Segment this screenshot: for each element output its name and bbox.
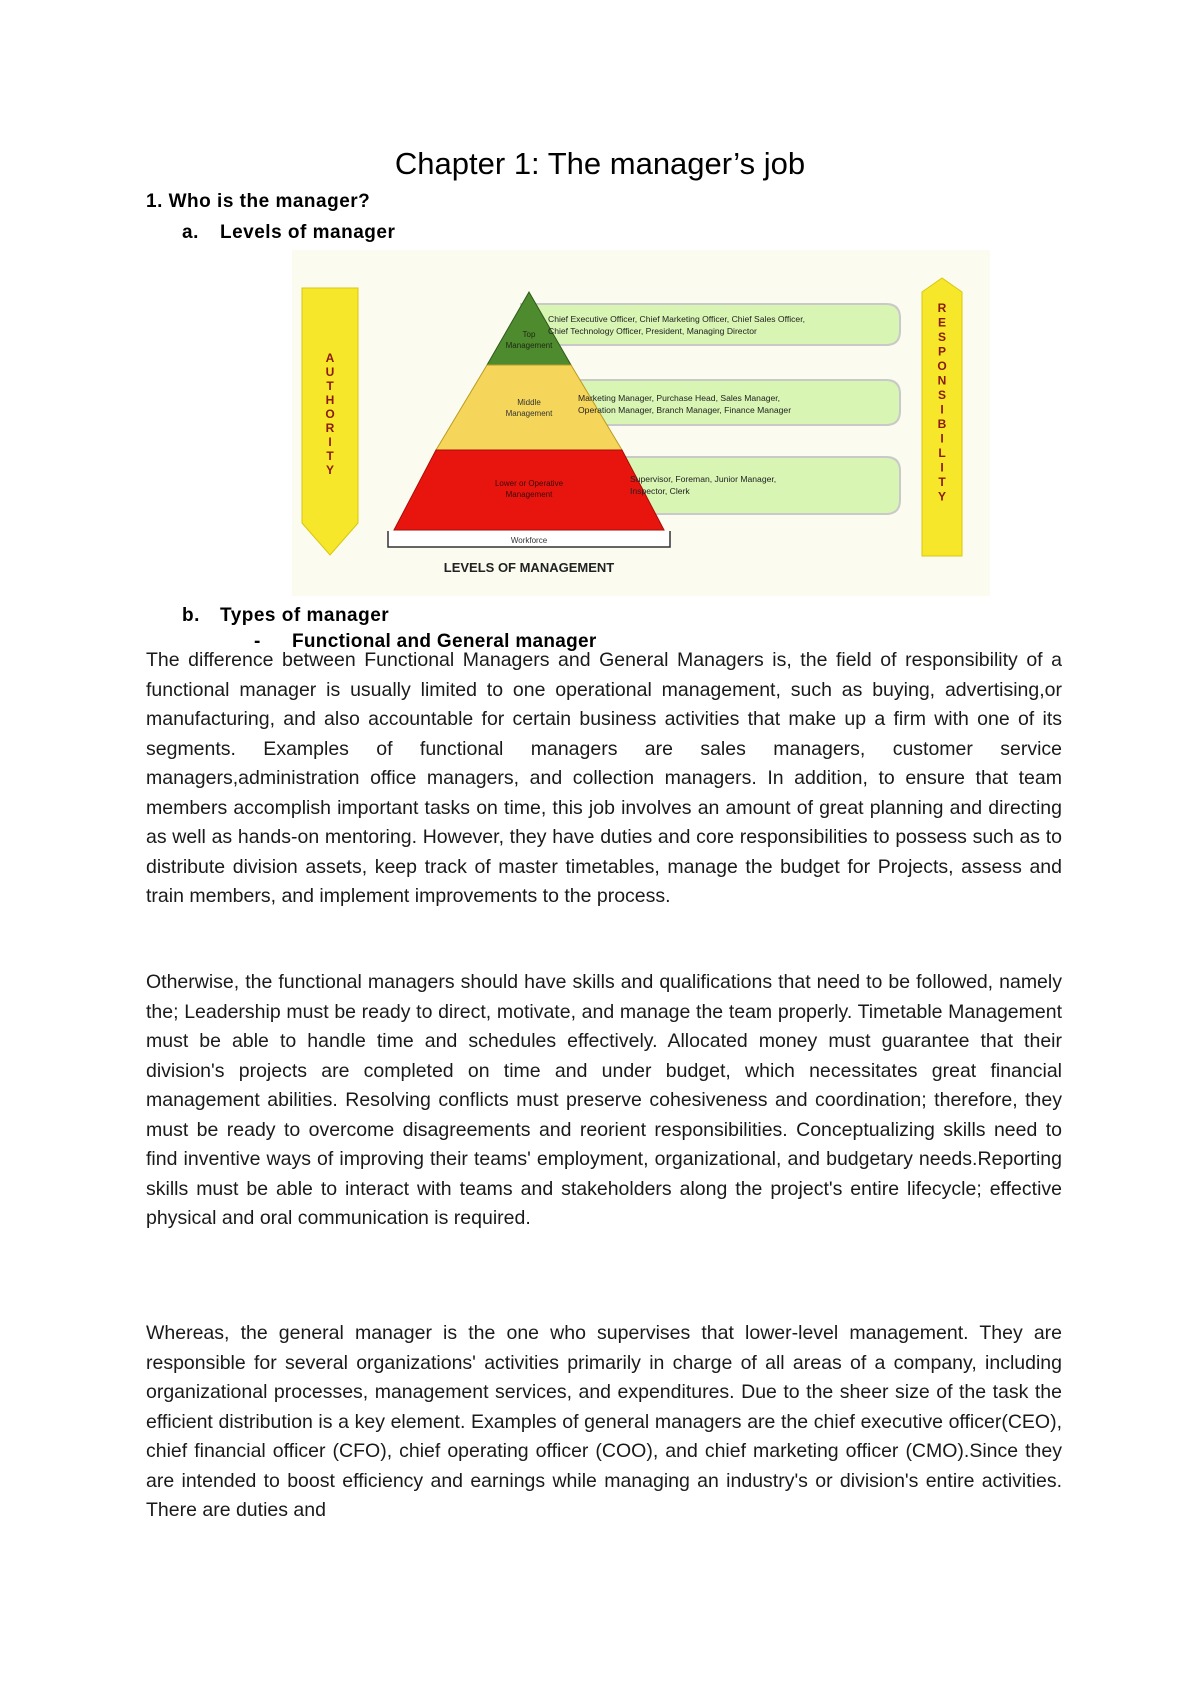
responsibility-letter: T [938, 475, 946, 489]
responsibility-letter: I [940, 460, 944, 475]
middle-roles-line1: Marketing Manager, Purchase Head, Sales Manager, [578, 393, 781, 403]
subsection-label: Types of manager [220, 605, 390, 626]
responsibility-letter: O [937, 359, 947, 373]
authority-letter: I [328, 435, 332, 449]
subsection-types-of-manager [182, 605, 389, 627]
responsibility-letter: N [937, 373, 947, 388]
subsection-marker: b. [182, 605, 200, 626]
authority-letter: T [326, 449, 334, 463]
authority-letter: H [325, 393, 335, 407]
page-title: Chapter 1: The manager’s job [394, 146, 806, 181]
levels-of-management-figure [292, 250, 990, 596]
figure-caption: LEVELS OF MANAGEMENT [443, 560, 615, 575]
bullet-label: Functional and General manager [292, 631, 597, 652]
responsibility-letter: S [937, 388, 947, 402]
responsibility-letter: Y [937, 489, 947, 504]
paragraph-2: Otherwise, the functional managers should have skills and qualifications that need to be followed, namely the; Leadership must be ready to direct, motivate, and manage the team properly. Timetable Management must be able to handle time and schedules effectively. Allocated money must guarantee that their division's projects are completed on time and under budget, which necessitates great financial management abilities. Resolving conflicts must preserve cohesiveness and coordination; therefore, they must be ready to overcome disagreements and reorient responsibilities. Conceptualizing skills need to find inventive ways of improving their teams' employment, organizational, and budgetary needs.Reporting skills must be able to interact with teams and stakeholders along the project's entire lifecycle; effective physical and oral communication is required. [146, 971, 1062, 1229]
authority-letter: O [325, 407, 335, 421]
responsibility-letter: I [940, 431, 944, 446]
bullet-marker: - [254, 631, 261, 652]
middle-roles-line2: Operation Manager, Branch Manager, Finance Manager [578, 405, 792, 415]
top-roles-line1: Chief Executive Officer, Chief Marketing Officer, Chief Sales Officer, [548, 314, 805, 324]
top-management-roles-box [520, 304, 900, 345]
responsibility-letter: L [938, 446, 946, 460]
authority-letter: A [325, 351, 335, 365]
paragraph-3: Whereas, the general manager is the one who supervises that lower-level management. They are responsible for several organizations' activities primarily in charge of all areas of a company, including organizational processes, management services, and expenditures. Due to the sheer size of the task the efficient distribution is a key element. Examples of general managers are the chief executive officer(CEO), chief financial officer (CFO), chief operating officer (COO), and chief marketing officer (CMO).Since they are intended to boost efficiency and earnings while managing an industry's or division's entire activities. There are duties and [146, 1322, 1062, 1521]
section-heading-who-is-manager: 1. Who is the manager? [146, 191, 371, 212]
lower-tier-name-line2: Management [505, 490, 553, 499]
subsection-label: Levels of manager [220, 222, 396, 243]
lower-roles-line2: Inspector, Clerk [630, 486, 690, 496]
authority-letter: U [325, 365, 335, 379]
top-roles-line2: Chief Technology Officer, President, Managing Director [548, 326, 757, 336]
responsibility-letter: S [937, 330, 947, 344]
authority-letters [325, 351, 334, 477]
authority-letter: R [325, 421, 335, 435]
top-tier-name-line1: Top [522, 330, 536, 339]
workforce-label: Workforce [510, 536, 548, 545]
responsibility-letter: E [937, 315, 947, 330]
responsibility-letter: B [937, 417, 947, 431]
responsibility-letter: R [937, 301, 947, 315]
paragraph-1: The difference between Functional Managers and General Managers is, the field of responsibility of a functional manager is usually limited to one operational management, such as buying, advertising,or manufacturing, and also accountable for certain business activities that make up a firm with one of its segments. Examples of functional managers are sales managers, customer service managers,administration office managers, and collection managers. In addition, to ensure that team members accomplish important tasks on time, this job involves an amount of great planning and directing as well as hands-on mentoring. However, they have duties and core responsibilities to possess such as to distribute division assets, keep track of master timetables, manage the budget for Projects, assess and train members, and implement improvements to the process. [146, 649, 1062, 907]
lower-tier-name-line1: Lower or Operative [494, 479, 564, 488]
subsection-levels-of-manager [182, 222, 395, 244]
authority-letter: Y [325, 463, 335, 477]
responsibility-letter: I [940, 402, 944, 417]
subsection-marker: a. [182, 222, 199, 243]
authority-letter: T [326, 379, 334, 393]
responsibility-letter: P [937, 344, 947, 359]
lower-roles-line1: Supervisor, Foreman, Junior Manager, [630, 474, 777, 484]
top-tier-name-line2: Management [505, 341, 553, 350]
middle-tier-name-line1: Middle [517, 398, 541, 407]
middle-tier-name-line2: Management [505, 409, 553, 418]
levels-of-management-diagram [292, 250, 990, 596]
